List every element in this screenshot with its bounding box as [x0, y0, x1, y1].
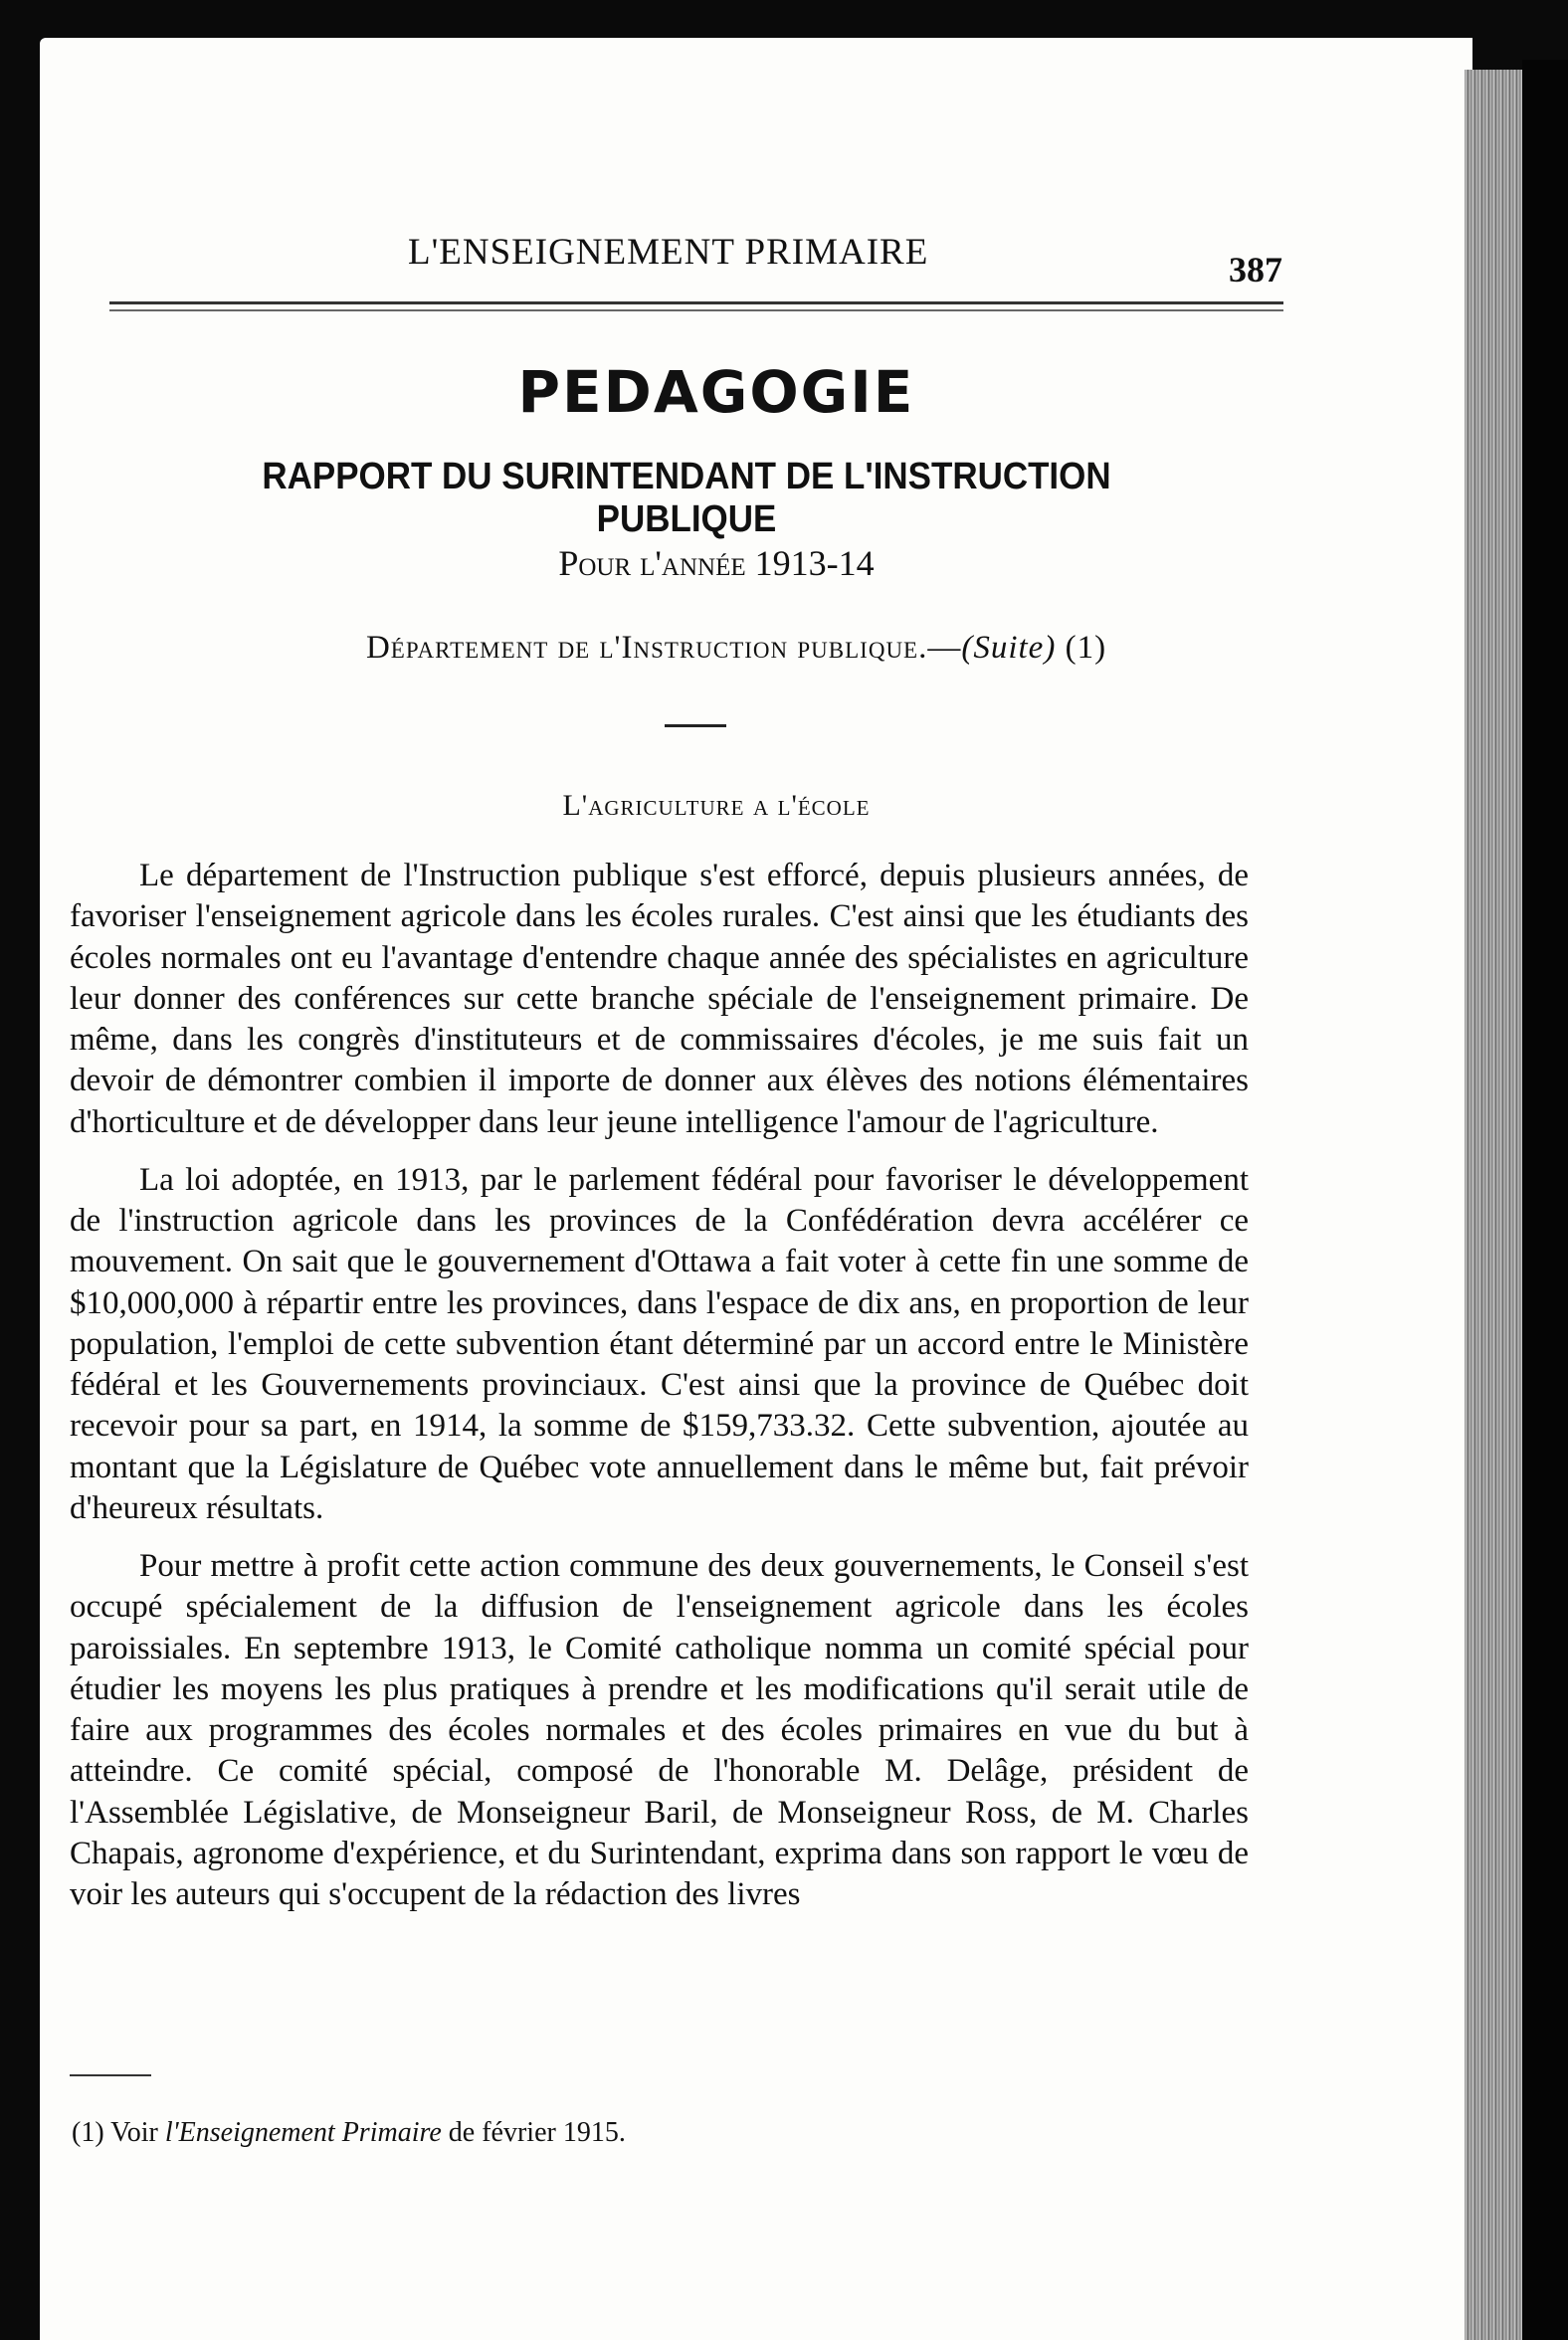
book-page-edges — [1465, 70, 1522, 2340]
footnote-rule — [70, 2074, 151, 2076]
department-text: Département de l'Instruction publique.— — [365, 630, 962, 666]
footnote-marker: (1) — [72, 2117, 104, 2148]
running-title: L'ENSEIGNEMENT PRIMAIRE — [408, 232, 929, 273]
paragraph-2: La loi adoptée, en 1913, par le parlement fédéral pour favoriser le développement de l'instruction agricole dans les provinces de la Confédération devra accélérer ce mouvement. On sait que le gouvernement d'Ottawa a fait voter à cette fin une somme de $10,000,000 à répartir entre les provinces, dans l'espace de dix ans, en proportion de leur population, l'emploi de cette subvention étant déterminé par un accord entre le Ministère fédéral et les Gouvernements provinciaux. C'est ainsi que la province de Québec doit recevoir pour sa part, en 1914, la somme de $159,733.32. Cette subvention, ajoutée au montant que la Législature de Québec vote annuellement dans le même but, fait prévoir d'heureux résultats. — [70, 1161, 1249, 1526]
section-divider — [665, 724, 726, 727]
footnote — [72, 2117, 626, 2149]
footnote-reference: (1) — [1065, 630, 1107, 666]
department-suite: (Suite) — [961, 630, 1057, 666]
footnote-prefix: Voir — [110, 2117, 158, 2148]
header-rule — [109, 301, 1283, 304]
scan-border — [1522, 60, 1568, 2340]
paragraph-3: Pour mettre à profit cette action commune des deux gouvernements, le Conseil s'est occupé spécialement de la diffusion de l'enseignement agricole dans les écoles paroissiales. En septembre 1913, le Comité catholique nomma un comité spécial pour étudier les moyens les plus pratiques à prendre et les modifications qu'il serait utile de faire aux programmes des écoles normales et des écoles primaires en vue du but à atteindre. Ce comité spécial, composé de l'honorable M. Delâge, président de l'Assemblée Législative, de Monseigneur Baril, de Monseigneur Ross, de M. Charles Chapais, agronome d'expérience, et du Surintendant, exprima dans son rapport le vœu de voir les auteurs qui s'occupent de la rédaction des livres — [70, 1548, 1249, 1912]
footnote-title: l'Enseignement Primaire — [164, 2117, 442, 2148]
page-number: 387 — [1229, 250, 1282, 290]
page-title: PEDAGOGIE — [517, 358, 915, 426]
department-line — [139, 630, 1333, 667]
year-line: Pour l'année 1913-14 — [558, 543, 875, 583]
report-subtitle: RAPPORT DU SURINTENDANT DE L'INSTRUCTION PUBLIQUE — [262, 456, 1111, 540]
header-rule-thin — [109, 309, 1283, 311]
body-text — [70, 856, 1249, 1932]
section-title: L'agriculture a l'école — [562, 789, 871, 822]
footnote-suffix: de février 1915. — [448, 2117, 626, 2148]
paragraph-1: Le département de l'Instruction publique s'est efforcé, depuis plusieurs années, de favoriser l'enseignement agricole dans les écoles rurales. C'est ainsi que les étudiants des écoles normales ont eu l'avantage d'entendre chaque année des spécialistes en agriculture leur donner des conférences sur cette branche spéciale de l'enseignement primaire. De même, dans les congrès d'instituteurs et de commissaires d'écoles, je me suis fait un devoir de démontrer combien il importe de donner aux élèves des notions élémentaires d'horticulture et de développer dans leur jeune intelligence l'amour de l'agriculture. — [70, 858, 1249, 1140]
